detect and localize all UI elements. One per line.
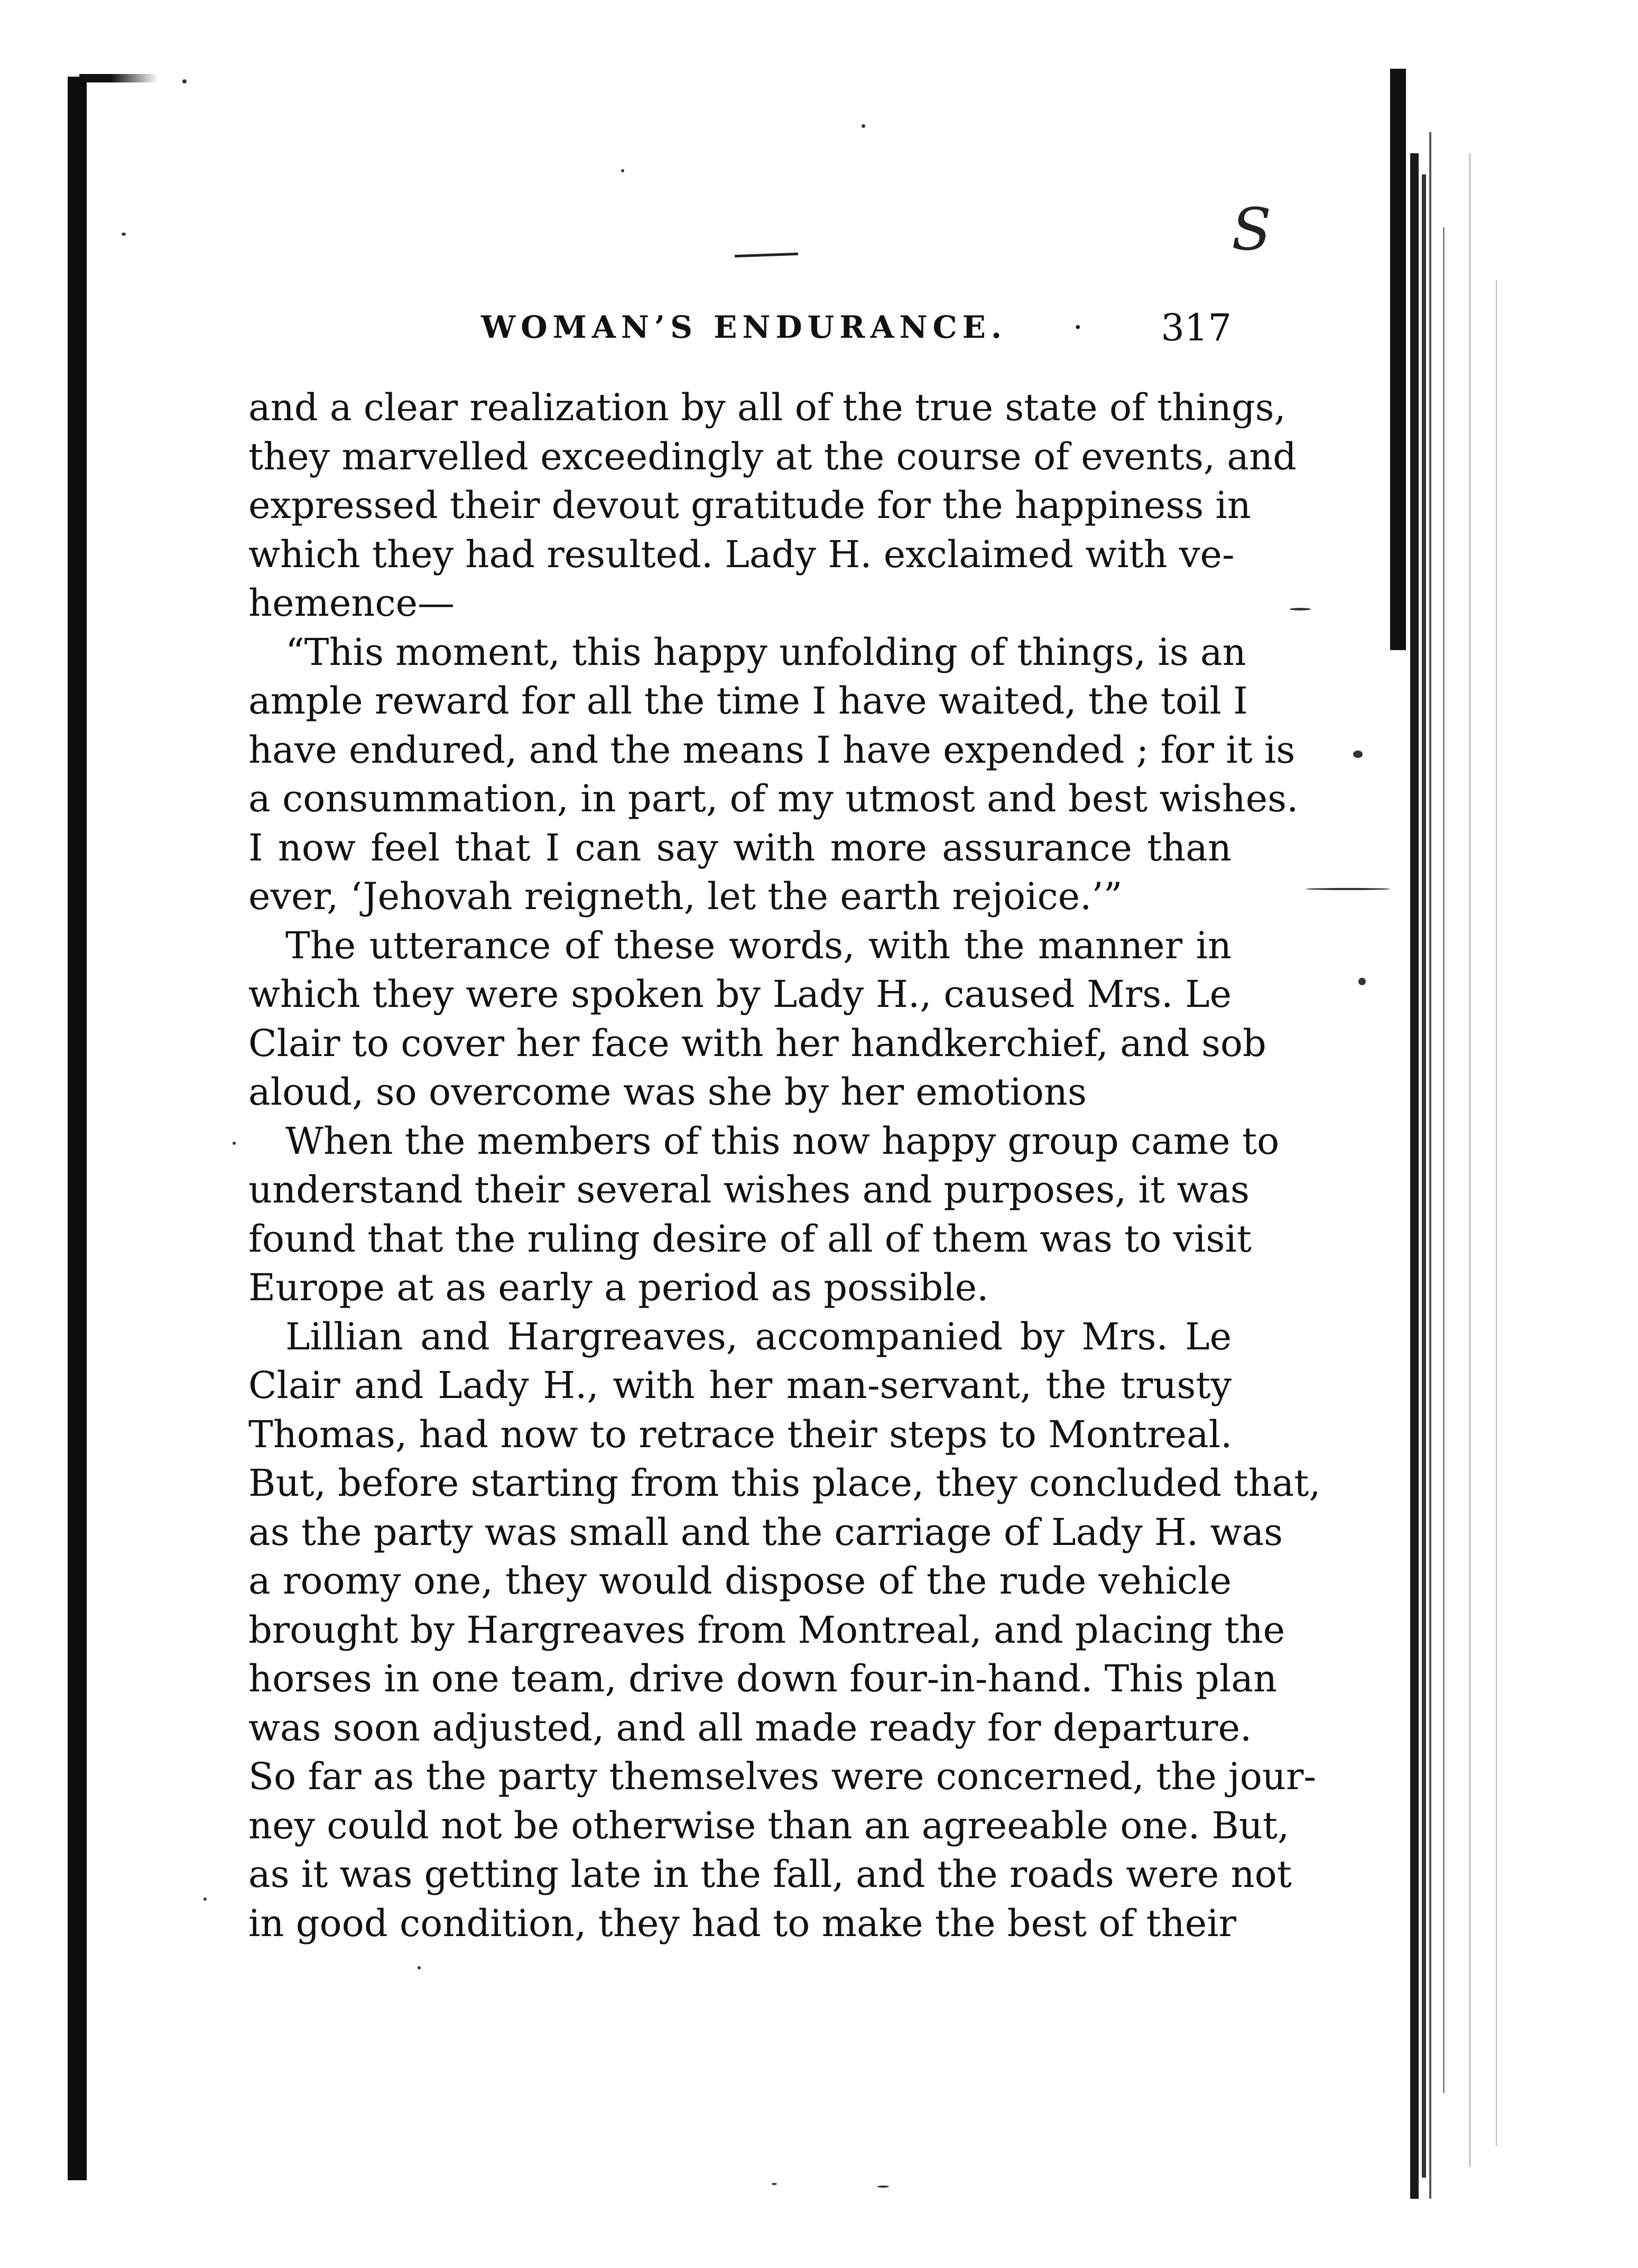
text-line: as it was getting late in the fall, and the roads were not	[248, 1853, 1292, 1896]
text-line: found that the ruling desire of all of them was to visit	[248, 1217, 1252, 1261]
scan-speck	[877, 2186, 889, 2188]
text-line: But, before starting from this place, they concluded that,	[248, 1461, 1321, 1505]
text-line: which they had resulted. Lady H. exclaimed with ve-	[248, 532, 1235, 576]
scan-speck	[233, 1142, 236, 1145]
scan-speck	[772, 2183, 777, 2185]
text-line: The utterance of these words, with the manner in	[285, 923, 1232, 967]
text-line: ever, ‘Jehovah reigneth, let the earth rejoice.’”	[248, 875, 1123, 918]
text-line: ample reward for all the time I have waited, the toil I	[248, 679, 1248, 723]
scan-speck	[862, 124, 865, 128]
top-stray-mark	[735, 253, 798, 257]
scan-speck	[1353, 751, 1363, 758]
text-line: a consummation, in part, of my utmost and best wishes.	[248, 777, 1299, 820]
text-line: “This moment, this happy unfolding of things, is an	[285, 630, 1246, 674]
running-separator: ·	[1073, 309, 1083, 345]
text-line: understand their several wishes and purposes, it was	[248, 1168, 1250, 1211]
running-title: WOMAN’S ENDURANCE.	[481, 309, 1007, 345]
text-line: brought by Hargreaves from Montreal, and placing the	[248, 1608, 1285, 1652]
text-line: Thomas, had now to retrace their steps to Montreal.	[248, 1412, 1233, 1456]
text-line: Lillian and Hargreaves, accompanied by Mrs. Le	[285, 1314, 1232, 1358]
scan-speck	[122, 233, 126, 236]
scan-speck	[203, 1897, 207, 1901]
text-line: horses in one team, drive down four-in-hand. This plan	[248, 1657, 1278, 1700]
binding-edge-left	[68, 77, 87, 2180]
text-line: Europe at as early a period as possible.	[248, 1266, 989, 1309]
text-line: So far as the party themselves were concerned, the jour-	[248, 1755, 1317, 1798]
scan-speck	[621, 169, 624, 172]
text-line: expressed their devout gratitude for the happiness in	[248, 484, 1251, 527]
text-line: I now feel that I can say with more assurance than	[248, 826, 1232, 869]
scan-speck	[1290, 608, 1311, 610]
binding-edge-top-stroke	[79, 74, 159, 82]
text-line: aloud, so overcome was she by her emotions	[248, 1070, 1087, 1114]
scan-speck	[1306, 888, 1390, 890]
scan-speck	[182, 79, 187, 84]
adjacent-page-edge	[1390, 69, 1517, 2199]
text-line: Clair to cover her face with her handkerchief, and sob	[248, 1021, 1266, 1065]
text-line: Clair and Lady H., with her man-servant, the trusty	[248, 1364, 1232, 1407]
text-line: have endured, and the means I have expended ; for it is	[248, 728, 1295, 772]
text-line: ney could not be otherwise than an agreeable one. But,	[248, 1803, 1290, 1847]
scan-speck	[1358, 978, 1366, 985]
page-number: 317	[1161, 306, 1232, 349]
text-line: which they were spoken by Lady H., caused Mrs. Le	[248, 973, 1232, 1016]
text-line: a roomy one, they would dispose of the rude vehicle	[248, 1559, 1232, 1603]
text-line: was soon adjusted, and all made ready for departure.	[248, 1706, 1252, 1749]
margin-mark: S	[1232, 196, 1272, 263]
text-line: and a clear realization by all of the true state of things,	[248, 386, 1286, 429]
text-line: hemence—	[248, 581, 455, 625]
text-line: as the party was small and the carriage of Lady H. was	[248, 1510, 1283, 1554]
scan-speck	[418, 1966, 421, 1969]
text-line: When the members of this now happy group came to	[285, 1119, 1280, 1163]
running-header	[243, 306, 1232, 351]
body-text	[248, 383, 1321, 1948]
text-line: in good condition, they had to make the best of their	[248, 1901, 1237, 1945]
text-line: they marvelled exceedingly at the course of events, and	[248, 434, 1297, 478]
